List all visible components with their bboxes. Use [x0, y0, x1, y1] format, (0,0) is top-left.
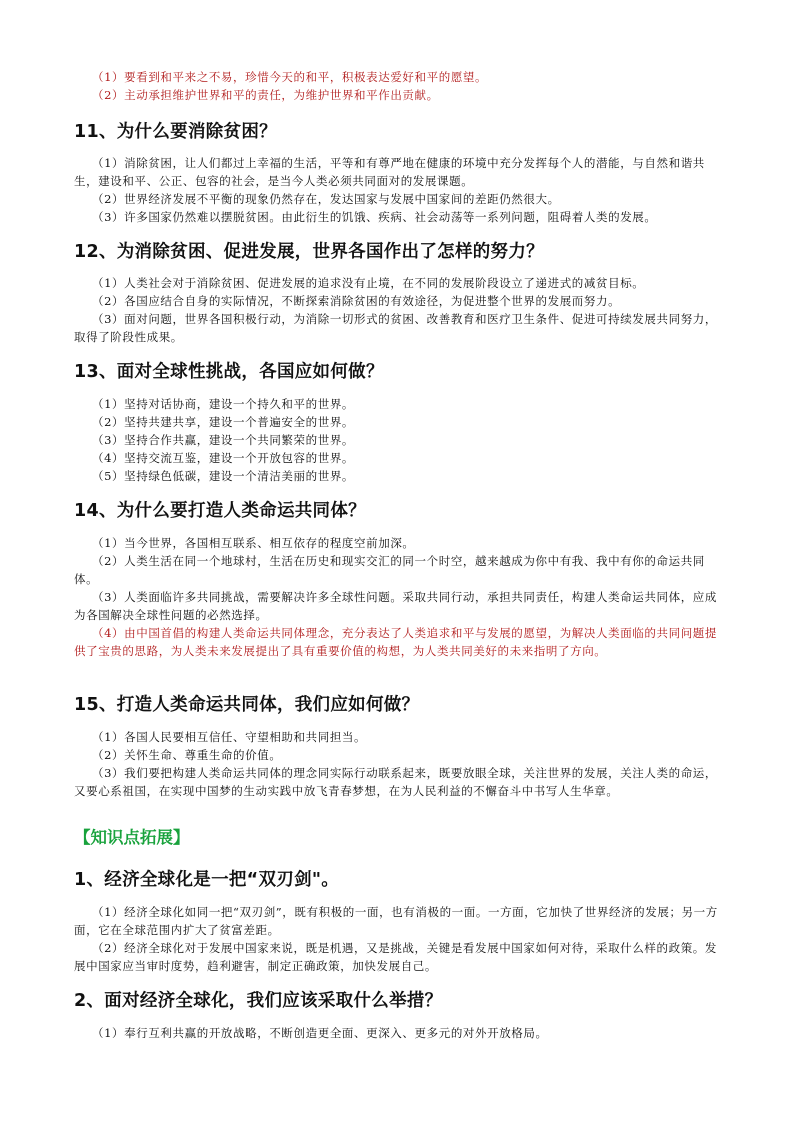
question-12-heading: 12、为消除贫困、促进发展，世界各国作出了怎样的努力？	[74, 242, 544, 262]
extension-1-heading: 1、经济全球化是一把“双刃剑"。	[74, 870, 340, 890]
q11-point-1: （1）消除贫困，让人们都过上幸福的生活，平等和有尊严地在健康的环境中充分发挥每个人的潜能，与自然和谐共生，建设和平、公正、包容的社会，是当今人类必须共同面对的发展课题。	[74, 156, 705, 188]
q14-point-3: （3）人类面临许多共同挑战，需要解决许多全球性问题。采取共同行动，承担共同责任，构建人类命运共同体，应成为各国解决全球性问题的必然选择。	[74, 590, 718, 622]
intro-point-2: （2）主动承担维护世界和平的责任，为维护世界和平作出贡献。	[92, 88, 439, 102]
q11-point-2: （2）世界经济发展不平衡的现象仍然存在，发达国家与发展中国家间的差距仍然很大。	[92, 192, 560, 206]
q13-point-5: （5）坚持绿色低碳，建设一个清洁美丽的世界。	[92, 469, 355, 483]
question-14-heading: 14、为什么要打造人类命运共同体？	[74, 501, 366, 521]
q14-point-2: （2）人类生活在同一个地球村，生活在历史和现实交汇的同一个时空，越来越成为你中有我、我中有你的命运共同体。	[74, 554, 705, 586]
e1-point-2: （2）经济全球化对于发展中国家来说，既是机遇，又是挑战，关键是看发展中国家如何对待，采取什么样的政策。发展中国家应当审时度势，趋利避害，制定正确政策，加快发展自己。	[74, 941, 718, 973]
q13-point-3: （3）坚持合作共赢，建设一个共同繁荣的世界。	[92, 433, 355, 447]
extension-2-heading: 2、面对经济全球化，我们应该采取什么举措？	[74, 991, 443, 1011]
q13-point-4: （4）坚持交流互鉴，建设一个开放包容的世界。	[92, 451, 355, 465]
q12-point-2: （2）各国应结合自身的实际情况，不断探索消除贫困的有效途径，为促进整个世界的发展而努力。	[92, 294, 621, 308]
knowledge-extension-header: 【知识点拓展】	[74, 828, 190, 847]
question-13-heading: 13、面对全球性挑战，各国应如何做？	[74, 362, 384, 382]
q12-point-3: （3）面对问题，世界各国积极行动，为消除一切形式的贫困、改善教育和医疗卫生条件、促进可持续发展共同努力，取得了阶段性成果。	[74, 312, 718, 344]
q14-point-1: （1）当今世界，各国相互联系、相互依存的程度空前加深。	[92, 536, 415, 550]
q14-point-4: （4）由中国首倡的构建人类命运共同体理念，充分表达了人类追求和平与发展的愿望，为解决人类面临的共同问题提供了宝贵的思路，为人类未来发展提出了具有重要价值的构想，为人类共同美好的未来指明了方向。	[74, 626, 718, 658]
intro-point-1: （1）要看到和平来之不易，珍惜今天的和平，积极表达爱好和平的愿望。	[92, 70, 488, 84]
q15-point-1: （1）各国人民要相互信任、守望相助和共同担当。	[92, 730, 367, 744]
q13-point-2: （2）坚持共建共享，建设一个普遍安全的世界。	[92, 415, 355, 429]
q15-point-2: （2）关怀生命、尊重生命的价值。	[92, 748, 282, 762]
q12-point-1: （1）人类社会对于消除贫困、促进发展的追求没有止境，在不同的发展阶段设立了递进式的减贫目标。	[92, 276, 645, 290]
question-15-heading: 15、打造人类命运共同体，我们应如何做？	[74, 695, 420, 715]
q11-point-3: （3）许多国家仍然难以摆脱贫困。由此衍生的饥饿、疾病、社会动荡等一系列问题，阻碍着人类的发展。	[92, 210, 657, 224]
q15-point-3: （3）我们要把构建人类命运共同体的理念同实际行动联系起来，既要放眼全球，关注世界的发展，关注人类的命运，又要心系祖国，在实现中国梦的生动实践中放飞青春梦想，在为人民利益的不懈奋斗中书写人生华章。	[74, 766, 718, 798]
q13-point-1: （1）坚持对话协商，建设一个持久和平的世界。	[92, 397, 355, 411]
question-11-heading: 11、为什么要消除贫困？	[74, 122, 277, 142]
e1-point-1: （1）经济全球化如同一把“双刃剑”，既有积极的一面，也有消极的一面。一方面，它加快了世界经济的发展；另一方面，它在全球范围内扩大了贫富差距。	[74, 905, 718, 937]
e2-point-1: （1）奉行互利共赢的开放战略，不断创造更全面、更深入、更多元的对外开放格局。	[92, 1026, 548, 1040]
